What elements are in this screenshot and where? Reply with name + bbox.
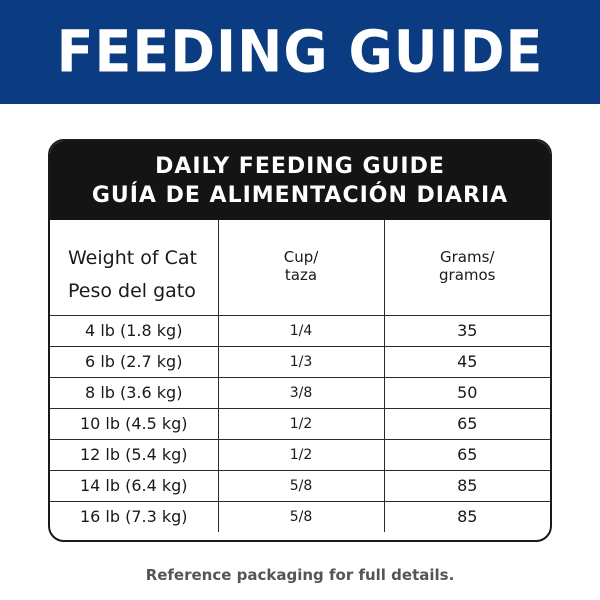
grams-cell: 45 <box>384 346 550 377</box>
column-header-weight <box>50 220 218 315</box>
weight-cell: 6 lb (2.7 kg) <box>50 346 218 377</box>
cup-cell: 1/2 <box>218 408 384 439</box>
table-row <box>50 439 550 470</box>
footer-note: Reference packaging for full details. <box>145 566 455 584</box>
weight-cell: 16 lb (7.3 kg) <box>50 501 218 532</box>
grams-cell: 35 <box>384 315 550 346</box>
column-header-weight-en: Weight of Cat <box>68 247 197 269</box>
grams-cell: 85 <box>384 501 550 532</box>
cup-cell: 1/2 <box>218 439 384 470</box>
table-row <box>50 346 550 377</box>
grams-cell: 65 <box>384 408 550 439</box>
cup-cell: 5/8 <box>218 501 384 532</box>
weight-cell: 10 lb (4.5 kg) <box>50 408 218 439</box>
weight-cell: 8 lb (3.6 kg) <box>50 377 218 408</box>
cup-cell: 5/8 <box>218 470 384 501</box>
table-row <box>50 501 550 532</box>
feeding-grid <box>50 220 550 532</box>
column-header-grams-es: gramos <box>439 266 496 284</box>
grams-cell: 50 <box>384 377 550 408</box>
cup-cell: 3/8 <box>218 377 384 408</box>
table-title-en: DAILY FEEDING GUIDE <box>155 153 445 179</box>
table-row <box>50 377 550 408</box>
column-header-grams-en: Grams/ <box>440 248 495 266</box>
table-title-bar <box>50 141 550 220</box>
table-row <box>50 470 550 501</box>
feeding-table <box>48 139 552 542</box>
column-header-cup-en: Cup/ <box>283 248 319 266</box>
grams-cell: 65 <box>384 439 550 470</box>
column-header-cup-es: taza <box>284 266 318 284</box>
weight-cell: 14 lb (6.4 kg) <box>50 470 218 501</box>
table-row <box>50 408 550 439</box>
column-header-cup <box>218 220 384 315</box>
column-header-weight-es: Peso del gato <box>68 280 196 302</box>
page-title: FEEDING GUIDE <box>56 17 544 86</box>
table-title-es: GUÍA DE ALIMENTACIÓN DIARIA <box>91 182 509 208</box>
column-header-grams <box>384 220 550 315</box>
table-row <box>50 315 550 346</box>
cup-cell: 1/4 <box>218 315 384 346</box>
cup-cell: 1/3 <box>218 346 384 377</box>
header-banner <box>0 0 600 104</box>
weight-cell: 12 lb (5.4 kg) <box>50 439 218 470</box>
header-row <box>50 220 550 315</box>
grams-cell: 85 <box>384 470 550 501</box>
weight-cell: 4 lb (1.8 kg) <box>50 315 218 346</box>
